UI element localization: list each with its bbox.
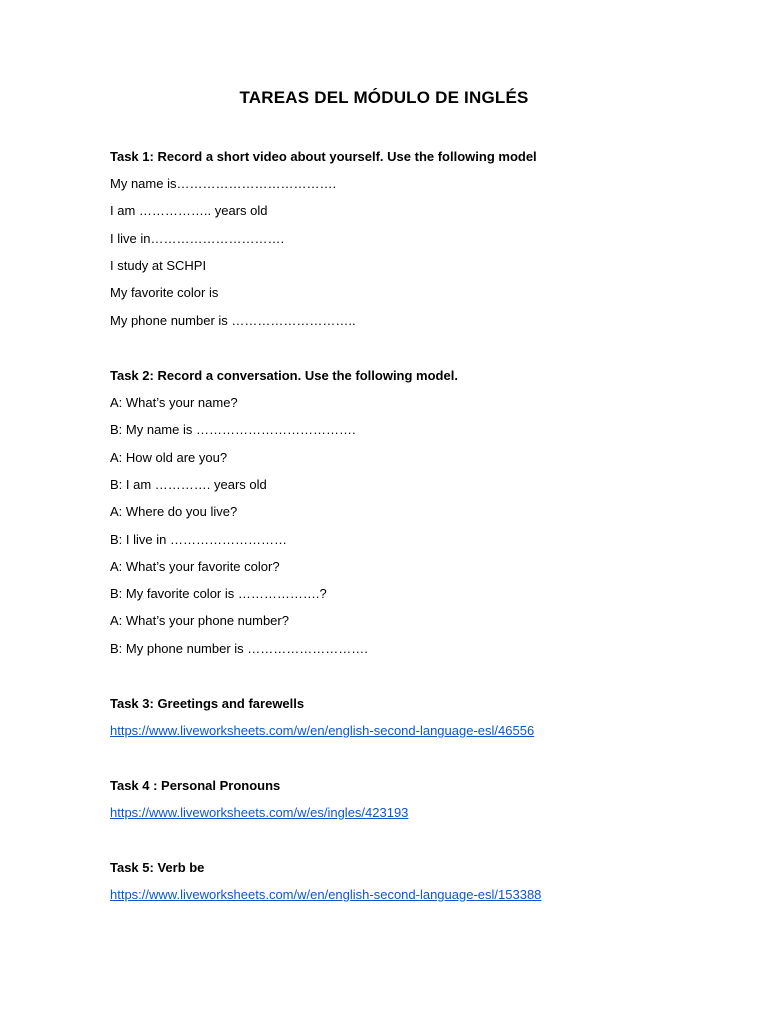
task1-line-phone: My phone number is ……………………….. <box>110 313 356 328</box>
document-title: TAREAS DEL MÓDULO DE INGLÉS <box>239 88 529 107</box>
task2-line: A: What’s your phone number? <box>110 613 289 628</box>
task2-line: B: I live in ……………………… <box>110 532 287 547</box>
task4-link-row <box>110 805 408 821</box>
task2-line: B: My phone number is ………………………. <box>110 641 368 656</box>
task4-heading: Task 4 : Personal Pronouns <box>110 778 281 793</box>
task2-line: A: Where do you live? <box>110 504 238 519</box>
task2-line: A: How old are you? <box>110 450 228 465</box>
task2-line: A: What’s your name? <box>110 395 238 410</box>
task2-line: B: My favorite color is ……………….? <box>110 586 327 601</box>
task2-line: A: What’s your favorite color? <box>110 559 280 574</box>
task1-line-live: I live in…………………………. <box>110 231 285 246</box>
task2-line: B: My name is ………………………………. <box>110 422 356 437</box>
task3-link[interactable]: https://www.liveworksheets.com/w/en/english-second-language-esl/46556 <box>110 723 535 738</box>
task5-link-row <box>110 887 541 903</box>
task2-heading: Task 2: Record a conversation. Use the following model. <box>110 368 458 383</box>
task5-link[interactable]: https://www.liveworksheets.com/w/en/english-second-language-esl/153388 <box>110 887 542 902</box>
task1-line-color: My favorite color is <box>110 285 219 300</box>
task5-heading: Task 5: Verb be <box>110 860 205 875</box>
task4-link[interactable]: https://www.liveworksheets.com/w/es/ingles/423193 <box>110 805 409 820</box>
task1-line-name: My name is………………………………. <box>110 176 337 191</box>
task2-line: B: I am …………. years old <box>110 477 267 492</box>
task1-line-age: I am …………….. years old <box>110 203 268 218</box>
task3-heading: Task 3: Greetings and farewells <box>110 696 305 711</box>
task1-line-study: I study at SCHPI <box>110 258 207 273</box>
task1-heading: Task 1: Record a short video about yourself. Use the following model <box>110 149 537 164</box>
task3-link-row <box>110 723 534 739</box>
